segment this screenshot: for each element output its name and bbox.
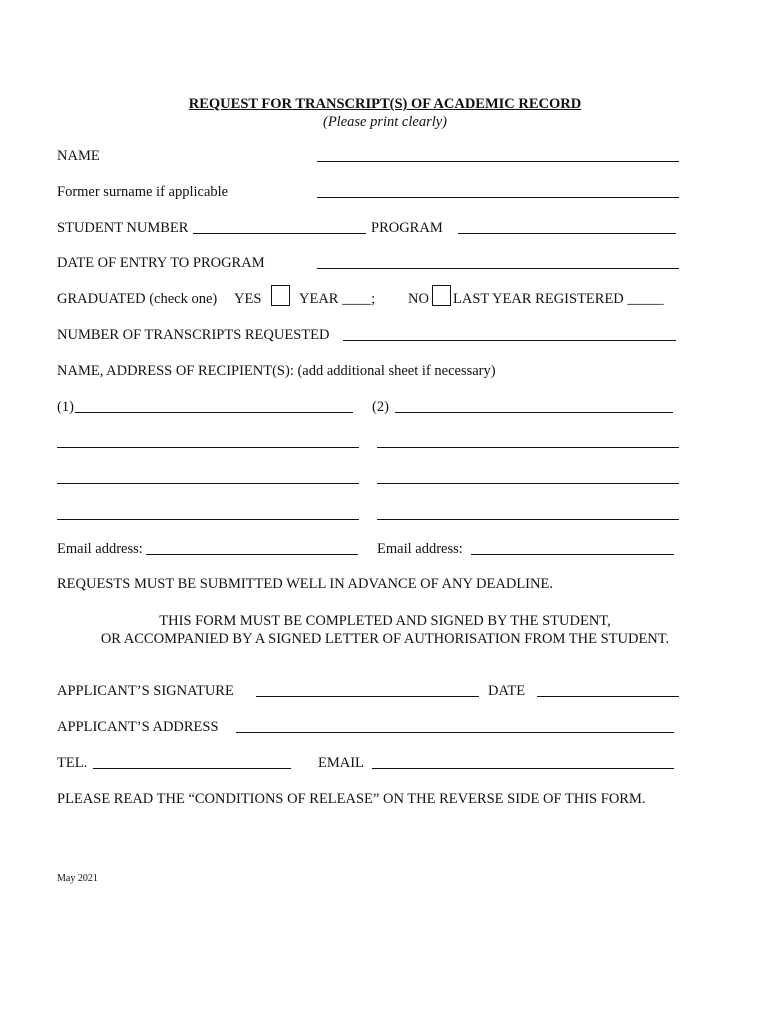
signature-field[interactable]	[256, 696, 479, 697]
recipient-1-line-3[interactable]	[57, 483, 359, 484]
email-label: EMAIL	[318, 755, 364, 771]
recipient-2-line-4[interactable]	[377, 519, 679, 520]
no-checkbox[interactable]	[432, 285, 451, 306]
conditions-notice: PLEASE READ THE “CONDITIONS OF RELEASE” ON THE REVERSE SIDE OF THIS FORM.	[57, 791, 646, 807]
recipient-2-label: (2)	[372, 399, 389, 415]
date-field[interactable]	[537, 696, 679, 697]
form-date: May 2021	[57, 873, 98, 884]
date-label: DATE	[488, 683, 526, 699]
form-subtitle: (Please print clearly)	[322, 114, 447, 130]
yes-label: YES	[234, 291, 262, 307]
name-field[interactable]	[317, 161, 679, 162]
num-transcripts-field[interactable]	[343, 340, 676, 341]
signed-notice-line-1: THIS FORM MUST BE COMPLETED AND SIGNED BY THE STUDENT,	[159, 613, 611, 629]
email-2-field[interactable]	[471, 554, 674, 555]
tel-field[interactable]	[93, 768, 291, 769]
recipient-1-label: (1)	[57, 399, 74, 415]
email-field[interactable]	[372, 768, 674, 769]
email-1-label: Email address:	[57, 541, 143, 557]
recipient-1-line-2[interactable]	[57, 447, 359, 448]
form-title: REQUEST FOR TRANSCRIPT(S) OF ACADEMIC RECORD	[188, 96, 582, 112]
tel-label: TEL.	[57, 755, 88, 771]
recipient-2-line-1[interactable]	[395, 412, 673, 413]
address-field[interactable]	[236, 732, 674, 733]
deadline-notice: REQUESTS MUST BE SUBMITTED WELL IN ADVANCE OF ANY DEADLINE.	[57, 576, 553, 592]
program-field[interactable]	[458, 233, 676, 234]
email-1-field[interactable]	[146, 554, 358, 555]
email-2-label: Email address:	[377, 541, 463, 557]
date-of-entry-field[interactable]	[317, 268, 679, 269]
last-year-registered-label: LAST YEAR REGISTERED _____	[453, 291, 664, 307]
date-of-entry-label: DATE OF ENTRY TO PROGRAM	[57, 255, 265, 271]
former-surname-field[interactable]	[317, 197, 679, 198]
recipient-2-line-2[interactable]	[377, 447, 679, 448]
no-label: NO	[408, 291, 429, 307]
recipient-2-line-3[interactable]	[377, 483, 679, 484]
student-number-label: STUDENT NUMBER	[57, 220, 189, 236]
address-label: APPLICANT’S ADDRESS	[57, 719, 219, 735]
recipients-label: NAME, ADDRESS OF RECIPIENT(S): (add additional sheet if necessary)	[57, 363, 496, 379]
program-label: PROGRAM	[371, 220, 443, 236]
signed-notice-line-2: OR ACCOMPANIED BY A SIGNED LETTER OF AUTHORISATION FROM THE STUDENT.	[100, 631, 670, 647]
recipient-1-line-1[interactable]	[75, 412, 353, 413]
graduated-label: GRADUATED (check one)	[57, 291, 218, 307]
num-transcripts-label: NUMBER OF TRANSCRIPTS REQUESTED	[57, 327, 330, 343]
name-label: NAME	[57, 148, 100, 164]
yes-checkbox[interactable]	[271, 285, 290, 306]
signature-label: APPLICANT’S SIGNATURE	[57, 683, 234, 699]
student-number-field[interactable]	[193, 233, 366, 234]
recipient-1-line-4[interactable]	[57, 519, 359, 520]
former-surname-label: Former surname if applicable	[57, 184, 229, 200]
year-label: YEAR ____;	[299, 291, 376, 307]
